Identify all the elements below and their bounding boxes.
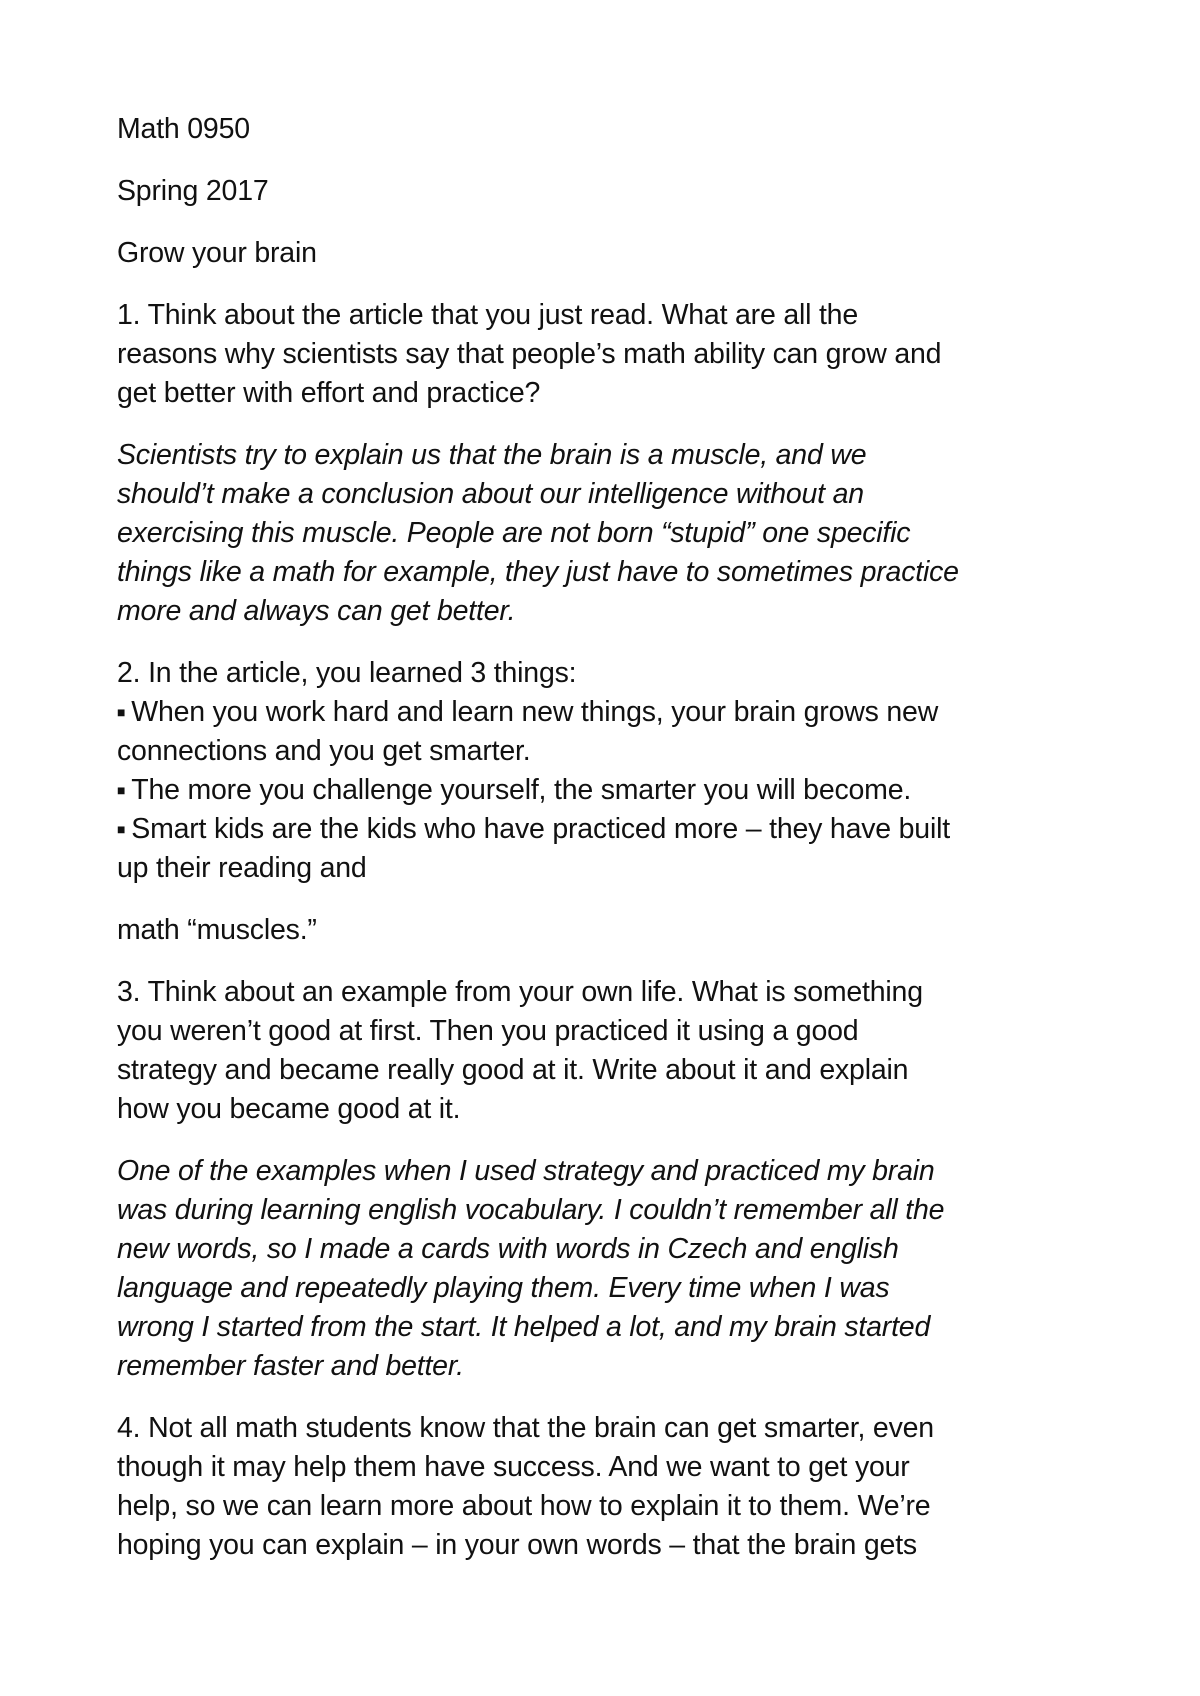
- question-2: [117, 654, 1107, 888]
- question-1-line: reasons why scientists say that people’s math ability can grow and: [117, 338, 942, 370]
- bullet-text: When you work hard and learn new things, your brain grows new: [131, 696, 939, 728]
- question-1-line: get better with effort and practice?: [117, 377, 541, 409]
- answer-3-line: was during learning english vocabulary. I couldn’t remember all the: [117, 1194, 945, 1226]
- bullet-item: [117, 693, 1107, 771]
- answer-1-line: exercising this muscle. People are not born “stupid” one specific: [117, 517, 911, 549]
- answer-1-line: more and always can get better.: [117, 595, 516, 627]
- answer-1-line: should’t make a conclusion about our intelligence without an: [117, 478, 864, 510]
- bullet-text: Smart kids are the kids who have practiced more – they have built: [131, 813, 950, 845]
- bullet-text: The more you challenge yourself, the smarter you will become.: [131, 774, 912, 806]
- answer-1-line: things like a math for example, they just have to sometimes practice: [117, 556, 959, 588]
- bullet-icon: ■: [117, 821, 126, 837]
- question-4-line: though it may help them have success. And we want to get your: [117, 1451, 910, 1483]
- answer-3-line: new words, so I made a cards with words in Czech and english: [117, 1233, 899, 1265]
- answer-3-line: remember faster and better.: [117, 1350, 464, 1382]
- bullet-icon: ■: [117, 782, 126, 798]
- answer-3-line: One of the examples when I used strategy and practiced my brain: [117, 1155, 935, 1187]
- answer-3-line: language and repeatedly playing them. Every time when I was: [117, 1272, 890, 1304]
- bullet-text: up their reading and: [117, 852, 367, 884]
- bullet-item: [117, 771, 1107, 810]
- course-code: Math 0950: [117, 113, 250, 145]
- question-4-line: 4. Not all math students know that the brain can get smarter, even: [117, 1412, 934, 1444]
- question-2-continuation: math “muscles.”: [117, 914, 317, 946]
- answer-3: [117, 1152, 1107, 1386]
- question-3-line: you weren’t good at first. Then you practiced it using a good: [117, 1015, 859, 1047]
- question-4-line: hoping you can explain – in your own words – that the brain gets: [117, 1529, 917, 1561]
- answer-1: [117, 436, 1107, 631]
- question-1-line: 1. Think about the article that you just read. What are all the: [117, 299, 858, 331]
- assignment-title: Grow your brain: [117, 237, 317, 269]
- bullet-text: connections and you get smarter.: [117, 735, 531, 767]
- question-1: [117, 296, 1107, 413]
- answer-3-line: wrong I started from the start. It helped a lot, and my brain started: [117, 1311, 931, 1343]
- question-4-line: help, so we can learn more about how to explain it to them. We’re: [117, 1490, 931, 1522]
- question-3-line: how you became good at it.: [117, 1093, 461, 1125]
- question-4: [117, 1409, 1107, 1565]
- answer-1-line: Scientists try to explain us that the brain is a muscle, and we: [117, 439, 867, 471]
- question-3-line: 3. Think about an example from your own life. What is something: [117, 976, 923, 1008]
- bullet-item: [117, 810, 1107, 888]
- bullet-icon: ■: [117, 704, 126, 720]
- document-page: [117, 110, 1107, 1565]
- question-2-intro: 2. In the article, you learned 3 things:: [117, 657, 577, 689]
- question-3-line: strategy and became really good at it. Write about it and explain: [117, 1054, 909, 1086]
- question-3: [117, 973, 1107, 1129]
- term: Spring 2017: [117, 175, 269, 207]
